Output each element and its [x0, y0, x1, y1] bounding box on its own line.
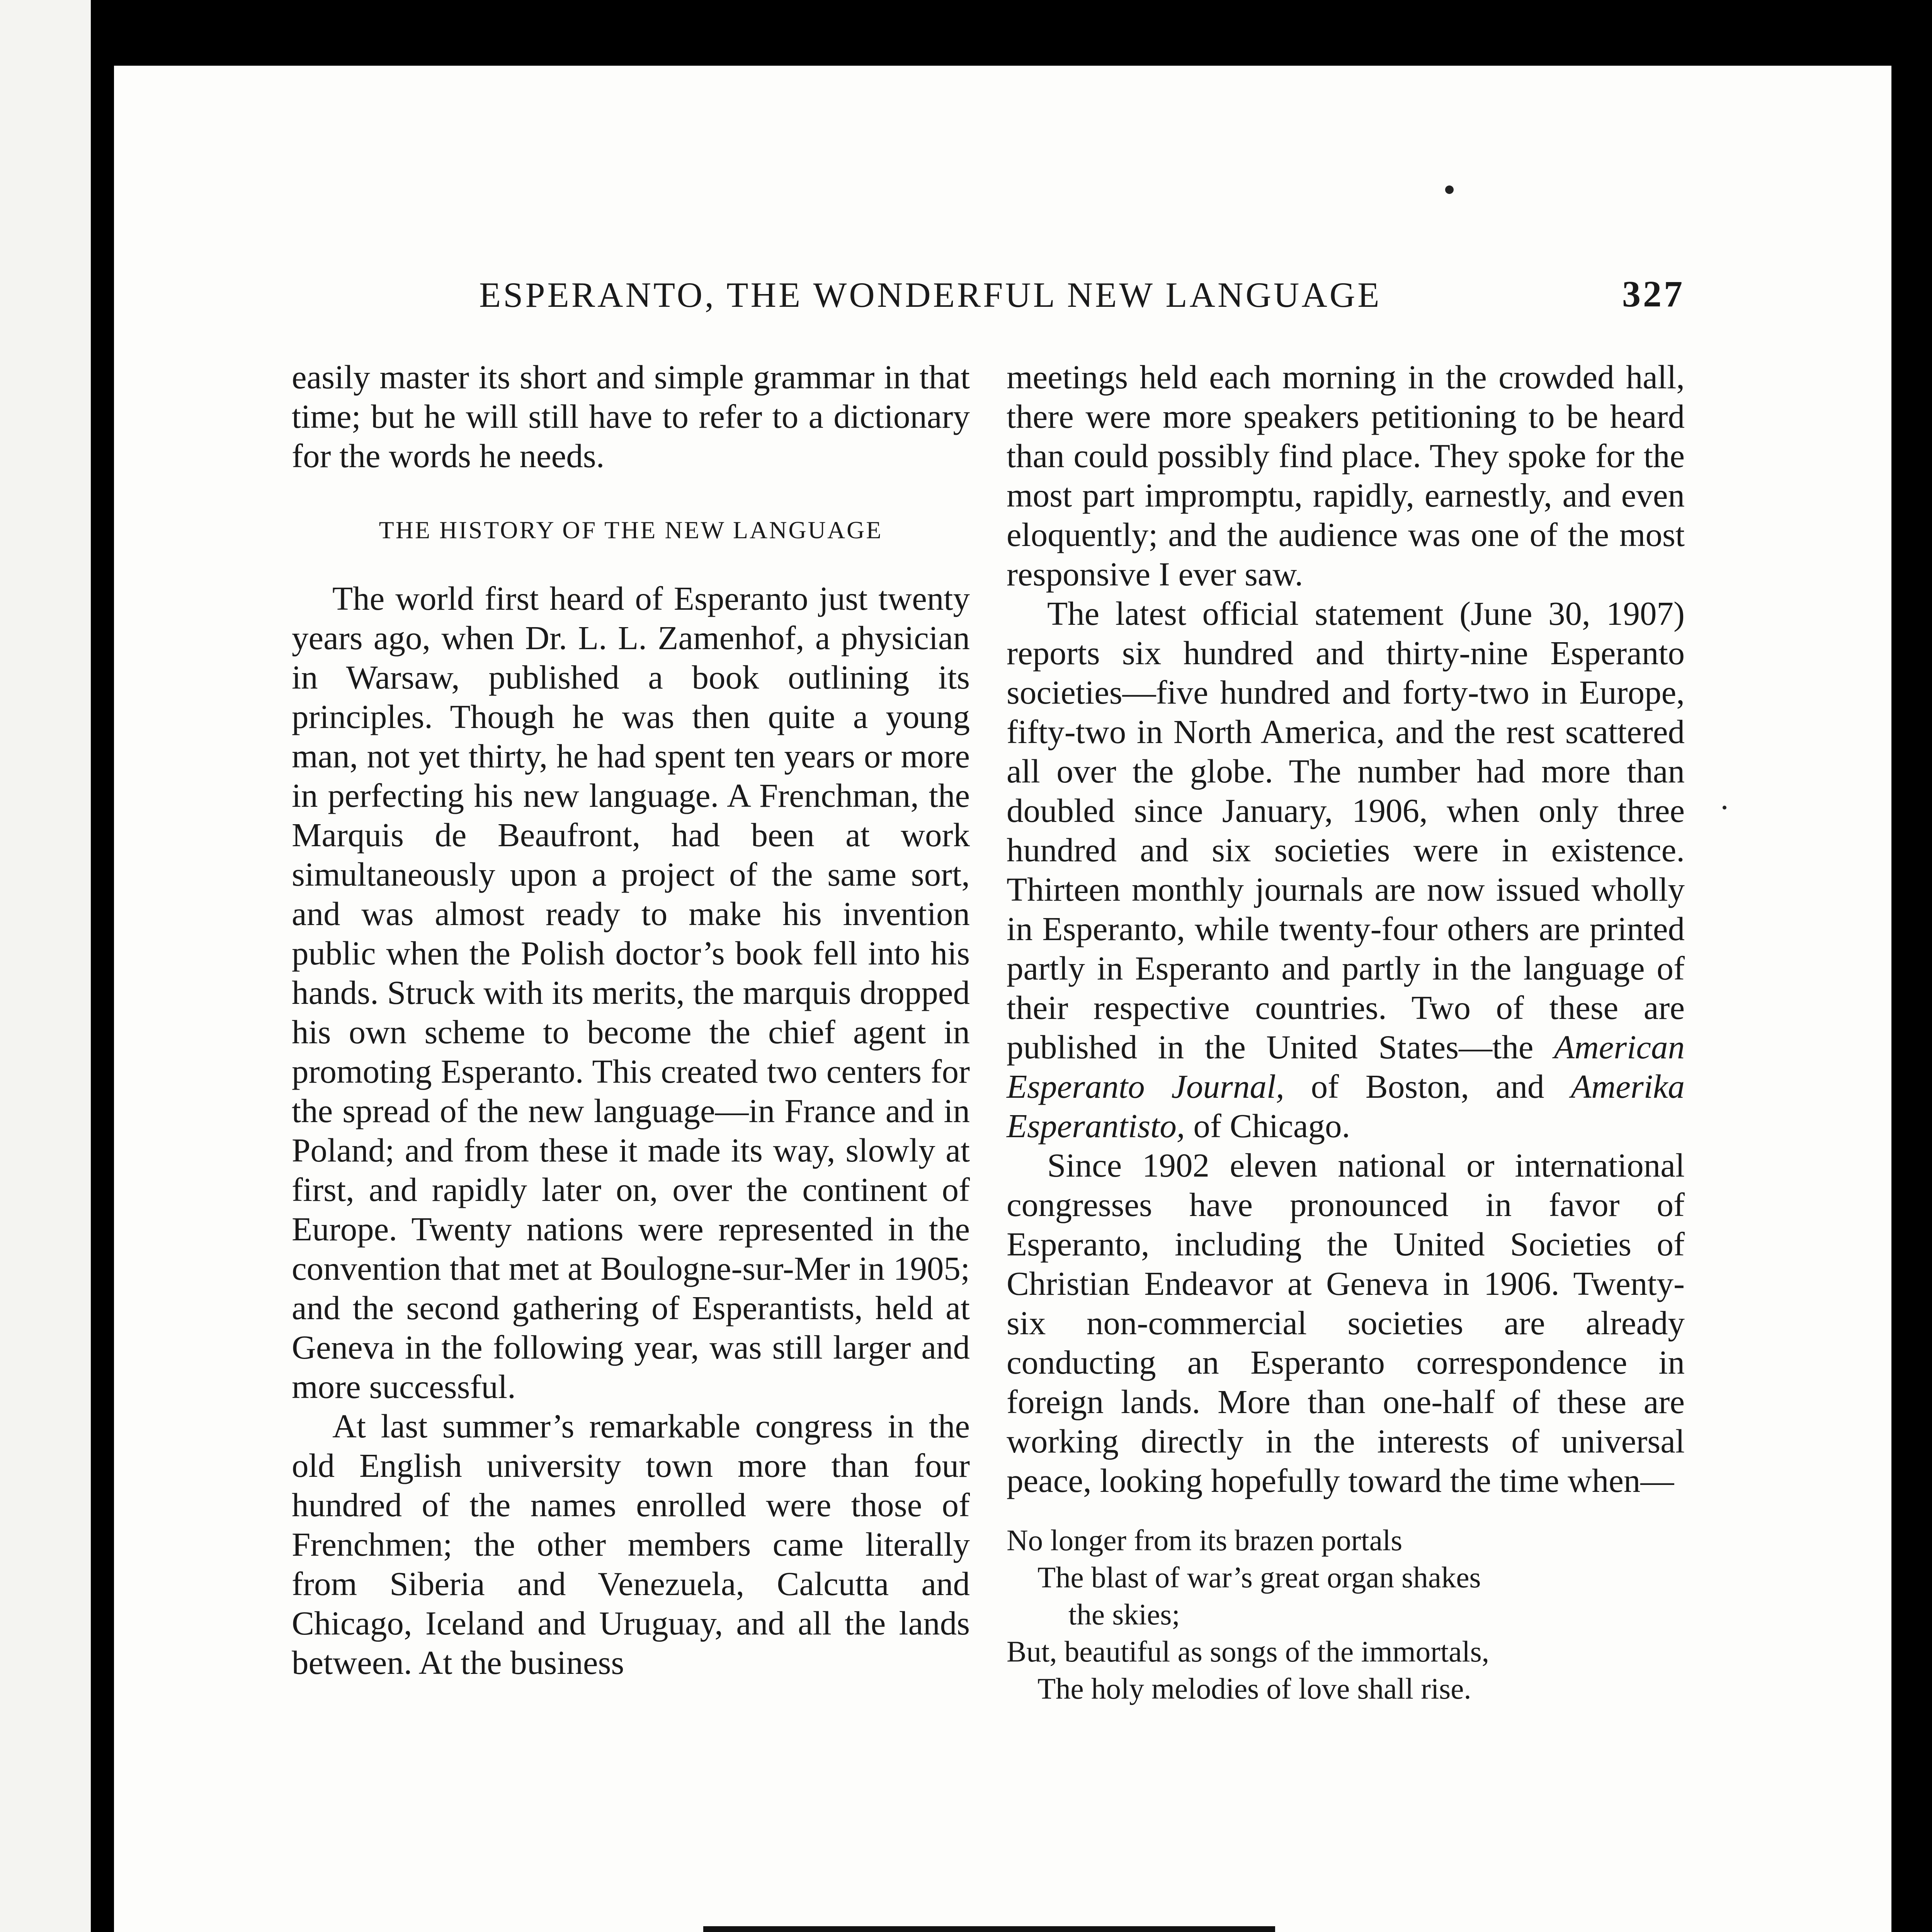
paragraph: At last summer’s remarkable congress in the old English university town more than four hundred of the names enrolled were those of Frenchmen; the other members came literally from Siberia and Venezuela, Calcutta and Chicago, Iceland and Uruguay, and all the lands between. At the business: [292, 1407, 970, 1681]
poem-line: No longer from its brazen portals: [1007, 1524, 1403, 1557]
journal-title: American Esperanto Journal,: [1007, 1028, 1685, 1105]
paragraph: [1007, 594, 1685, 1146]
section-divider: [703, 1926, 1275, 1932]
page-number: 327: [1622, 273, 1685, 315]
page-header: [479, 269, 1685, 327]
quoted-poem: [1007, 1522, 1685, 1707]
running-head: ESPERANTO, THE WONDERFUL NEW LANGUAGE: [479, 275, 1382, 315]
speck: [1445, 185, 1454, 194]
poem-line: But, beautiful as songs of the immortals,: [1007, 1635, 1489, 1668]
paragraph-text: The latest official statement (June 30, 1907) reports six hundred and thirty-nine Esperanto societies—five hundred and forty-two in Europe, fifty-two in North America, and the rest scattered all over the globe. The number had more than doubled since January, 1906, when only three hundred and six societies were in existence. Thirteen monthly journals are now issued wholly in Esperanto, while twenty-four others are printed partly in Esperanto and partly in the language of their respective countries. Two of these are published in the United States—the: [1007, 595, 1685, 1066]
section-heading: THE HISTORY OF THE NEW LANGUAGE: [379, 516, 883, 544]
left-column: [292, 357, 970, 1682]
paragraph: The world first heard of Esperanto just twenty years ago, when Dr. L. L. Zamenhof, a physician in Warsaw, published a book outlining its principles. Though he was then quite a young man, not yet thirty, he had spent ten years or more in perfecting his new language. A Frenchman, the Marquis de Beaufront, had been at work simultaneously upon a project of the same sort, and was almost ready to make his invention public when the Polish doctor’s book fell into his hands. Struck with its merits, the marquis dropped his own scheme to become the chief agent in promoting Esperanto. This created two centers for the spread of the new language—in France and in Poland; and from these it made its way, slowly at first, and rapidly later on, over the continent of Europe. Twenty nations were represented in the convention that met at Boulogne-sur-Mer in 1905; and the second gathering of Esperantists, held at Geneva in the following year, was still larger and more successful.: [292, 580, 970, 1405]
journal-title: Amerika Esperantisto,: [1007, 1068, 1685, 1145]
right-column: [1007, 357, 1685, 1707]
poem-line: The holy melodies of love shall rise.: [1037, 1672, 1471, 1705]
poem-line: The blast of war’s great organ shakes: [1037, 1561, 1481, 1594]
paragraph-text: of Chicago.: [1185, 1107, 1350, 1145]
adjacent-page-edge: [0, 0, 114, 1932]
speck: [1723, 806, 1726, 810]
paragraph: meetings held each morning in the crowded hall, there were more speakers petitioning to be heard than could possibly find place. They spoke for the most part impromptu, rapidly, earnestly, and even eloquently; and the audience was one of the most responsive I ever saw.: [1007, 358, 1685, 593]
poem-line: the skies;: [1068, 1598, 1180, 1631]
paragraph-text: of Boston, and: [1284, 1068, 1571, 1105]
paragraph: Since 1902 eleven national or international congresses have pronounced in favor of Esperanto, including the United Societies of Christian Endeavor at Geneva in 1906. Twenty-six non-commercial societies are already conducting an Esperanto correspondence in foreign lands. More than one-half of these are working directly in the interests of universal peace, looking hopefully toward the time when—: [1007, 1146, 1685, 1499]
paragraph: easily master its short and simple grammar in that time; but he will still have to refer to a dictionary for the words he needs.: [292, 358, 970, 474]
